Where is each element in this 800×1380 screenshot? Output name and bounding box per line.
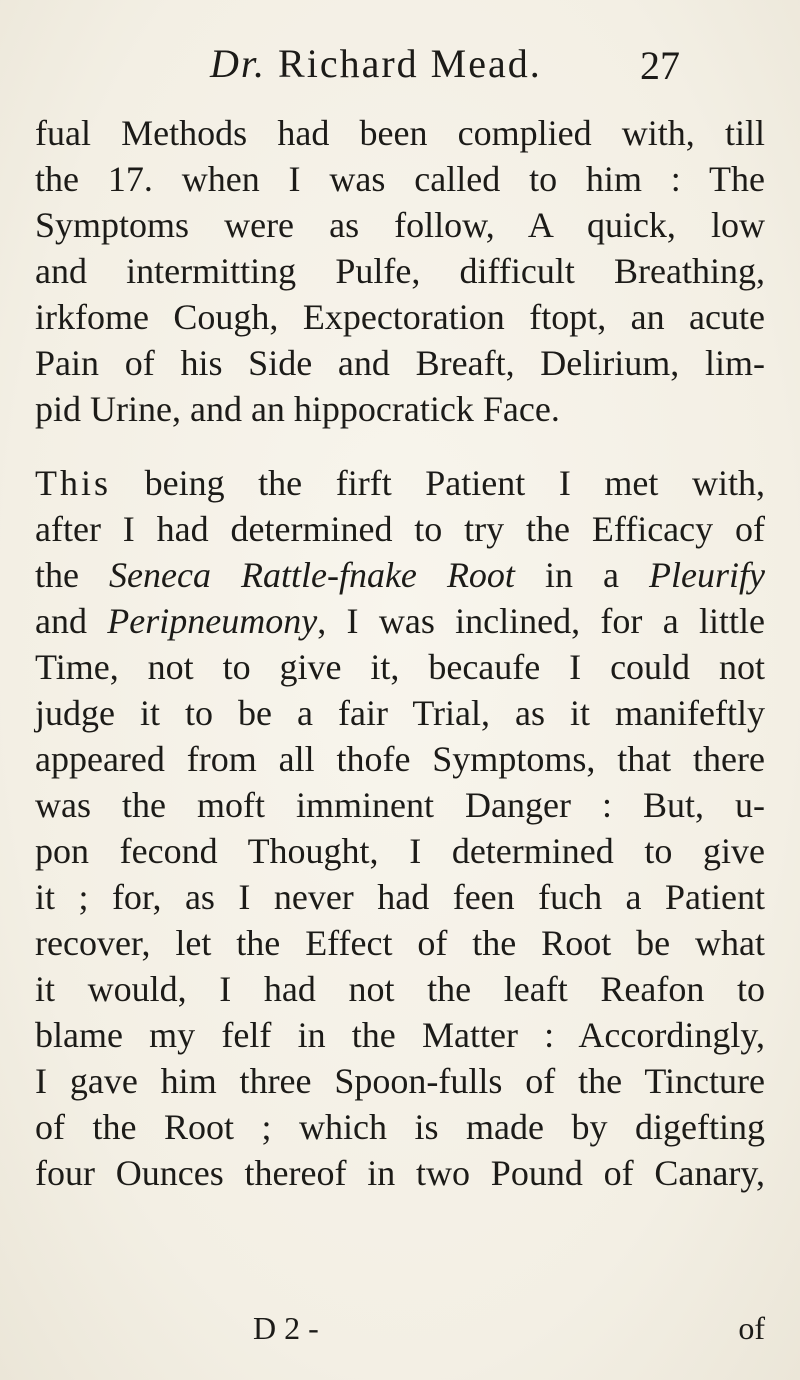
text-line: judge it to be a fair Trial, as it manifeftly — [35, 693, 765, 733]
text-line: Time, not to give it, becaufe I could not — [35, 647, 765, 687]
page-number: 27 — [640, 43, 680, 88]
text-line: pon fecond Thought, I determined to give — [35, 831, 765, 871]
running-head-name: Richard Mead. — [278, 41, 542, 86]
page-footer — [35, 1310, 765, 1356]
text-line: pid Urine, and an hippocratick Face. — [35, 389, 560, 429]
text-run: being the firft Patient I met with, — [111, 463, 765, 503]
italic-term: Seneca Rattle-fnake Root — [109, 555, 515, 595]
text-line: irkfome Cough, Expectoration ftopt, an acute — [35, 297, 765, 337]
text-line — [35, 460, 765, 506]
text-line: I gave him three Spoon-fulls of the Tincture — [35, 1061, 765, 1101]
text-line: the 17. when I was called to him : The — [35, 159, 765, 199]
body-text — [35, 110, 765, 1196]
text-line: it would, I had not the leaft Reafon to — [35, 969, 765, 1009]
text-line: appeared from all thofe Symptoms, that there — [35, 739, 765, 779]
text-line: it ; for, as I never had feen fuch a Patient — [35, 877, 765, 917]
text-run: the — [35, 555, 110, 595]
paragraph-lead-word: This — [35, 463, 112, 503]
paragraph-gap — [35, 432, 765, 460]
text-line: of the Root ; which is made by digefting — [35, 1107, 765, 1147]
text-run: and — [35, 601, 108, 641]
signature-mark: D 2 - — [253, 1310, 319, 1346]
text-line: fual Methods had been complied with, till — [35, 113, 765, 153]
text-run: , I was inclined, for a little — [317, 601, 765, 641]
text-line: recover, let the Effect of the Root be what — [35, 923, 765, 963]
text-line: after I had determined to try the Efficacy of — [35, 509, 765, 549]
running-head — [210, 40, 680, 100]
text-line: Symptoms were as follow, A quick, low — [35, 205, 765, 245]
text-line — [35, 598, 765, 644]
text-run: in a — [514, 555, 650, 595]
text-line: four Ounces thereof in two Pound of Canary, — [35, 1153, 765, 1193]
running-head-title — [210, 40, 542, 87]
running-head-prefix: Dr. — [210, 41, 267, 86]
catchword: of — [738, 1310, 765, 1346]
text-line: Pain of his Side and Breaft, Delirium, lim- — [35, 343, 765, 383]
italic-term: Pleurify — [649, 555, 765, 595]
text-line: was the moft imminent Danger : But, u- — [35, 785, 765, 825]
text-line — [35, 552, 765, 598]
italic-term: Peripneumony — [107, 601, 318, 641]
text-line: and intermitting Pulfe, difficult Breathing, — [35, 251, 765, 291]
text-line: blame my felf in the Matter : Accordingly, — [35, 1015, 765, 1055]
